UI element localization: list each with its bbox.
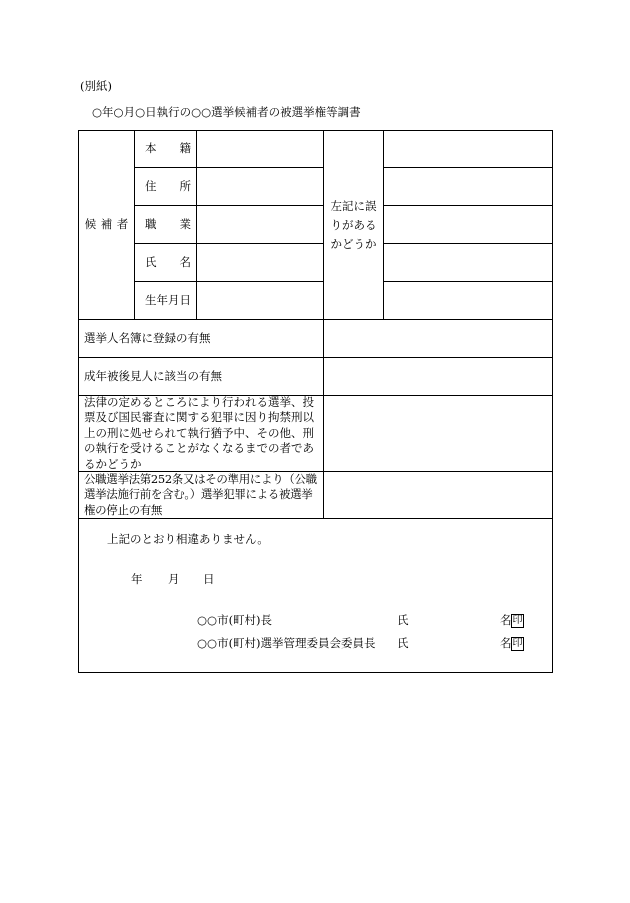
form-table — [78, 130, 553, 673]
field-label-occupation: 職 業 — [145, 216, 191, 231]
criminal-sentence-label-line: の執行を受けることがなくなるまでの者であ — [84, 441, 314, 456]
field-label-cell-address — [134, 167, 197, 206]
guardianship-label-line: 成年被後見人に該当の有無 — [84, 368, 222, 383]
field-label-name: 氏 名 — [145, 254, 191, 269]
criminal-sentence-label-line: 票及び国民審査に関する犯罪に因り拘禁刑以 — [84, 410, 314, 425]
check-value-permanent-domicile — [383, 130, 553, 168]
field-value-name — [196, 243, 324, 282]
signatory-committee-chair-seal-mark: 印 — [512, 638, 523, 649]
declaration-section — [78, 518, 553, 673]
date-year-label: 年 — [131, 572, 143, 586]
candidate-group-label: 候補者 — [84, 217, 133, 232]
field-label-permanent-domicile: 本 籍 — [145, 141, 191, 156]
signatory-mayor-name-label-second: 名 — [500, 613, 512, 627]
signatory-committee-chair-name-label-first: 氏 — [397, 636, 409, 650]
registry-value — [323, 319, 553, 358]
field-label-cell-permanent-domicile — [134, 130, 197, 168]
candidate-group-cell — [78, 130, 135, 320]
suspension-label-line: 選挙法施行前を含む。）選挙犯罪による被選挙 — [84, 487, 313, 502]
field-label-cell-name — [134, 243, 197, 282]
document-title: ○年○月○日執行の○○選挙候補者の被選挙権等調書 — [92, 105, 361, 119]
guardianship-value — [323, 357, 553, 396]
annex-label: (別紙) — [80, 79, 112, 93]
criminal-sentence-label-line: るかどうか — [84, 456, 142, 471]
field-label-cell-occupation — [134, 205, 197, 244]
declaration-statement: 上記のとおり相違ありません。 — [107, 532, 269, 546]
suspension-label — [78, 471, 324, 519]
criminal-sentence-label — [78, 395, 324, 472]
guardianship-label — [78, 357, 324, 396]
criminal-sentence-label-line: 法律の定めるところにより行われる選挙、投 — [84, 394, 314, 409]
signatory-mayor-title: ○○市(町村)長 — [197, 613, 273, 627]
check-value-name — [383, 243, 553, 282]
signatory-committee-chair-title: ○○市(町村)選挙管理委員会委員長 — [197, 636, 376, 650]
field-value-address — [196, 167, 324, 206]
criminal-sentence-value — [323, 395, 553, 472]
field-value-permanent-domicile — [196, 130, 324, 168]
field-value-birth-date — [196, 281, 324, 320]
suspension-value — [323, 471, 553, 519]
discrepancy-check-header-line: かどうか — [330, 236, 377, 251]
signatory-mayor-name-label-first: 氏 — [397, 613, 409, 627]
discrepancy-check-header — [323, 130, 384, 320]
field-label-cell-birth-date — [134, 281, 197, 320]
signatory-mayor-seal-mark: 印 — [512, 615, 523, 626]
check-value-occupation — [383, 205, 553, 244]
field-label-address: 住 所 — [145, 178, 191, 193]
discrepancy-check-header-line: 左記に誤 — [330, 198, 377, 213]
registry-label-line: 選挙人名簿に登録の有無 — [84, 330, 211, 345]
signatory-committee-chair-name-label-second: 名 — [500, 636, 512, 650]
suspension-label-line: 公職選挙法第252条又はその準用により（公職 — [84, 471, 317, 486]
check-value-address — [383, 167, 553, 206]
suspension-label-line: 権の停止の有無 — [84, 502, 163, 517]
date-day-label: 日 — [203, 572, 215, 586]
criminal-sentence-label-line: 上の刑に処せられて執行猶予中、その他、刑 — [84, 425, 314, 440]
field-label-birth-date: 生年月日 — [145, 292, 191, 307]
discrepancy-check-header-line: りがある — [330, 217, 377, 232]
registry-label — [78, 319, 324, 358]
field-value-occupation — [196, 205, 324, 244]
date-month-label: 月 — [168, 572, 180, 586]
check-value-birth-date — [383, 281, 553, 320]
